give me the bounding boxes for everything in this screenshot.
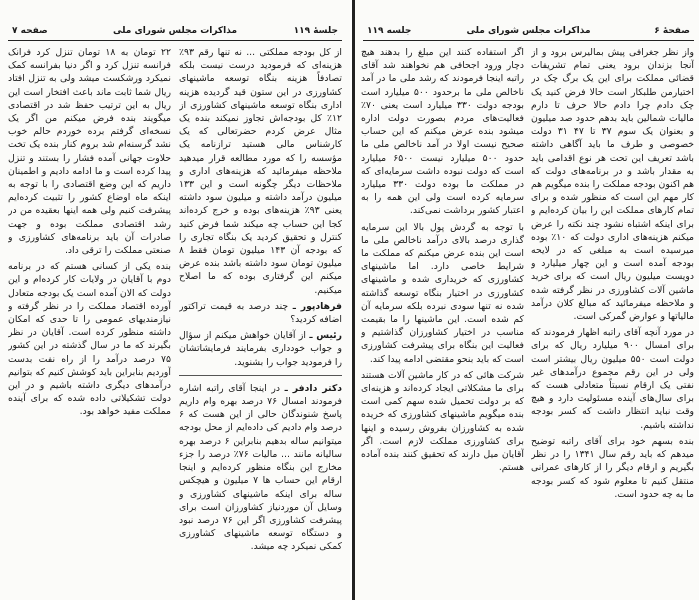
paragraph — [531, 326, 694, 432]
session-number: جلسهٔ ۱۱۹ — [293, 26, 338, 36]
speaker-name: رئیس ـ — [309, 330, 342, 342]
paragraph — [179, 382, 342, 554]
paragraph — [531, 46, 694, 323]
paragraph-text: بنده بسهم خود برای آقای راتبه توضیح میدهم که باید رقم سال ۱۳۴۱ را در نظر بگیریم و ارقام دیگر را از کارهای عمرانی منتقل کنیم تا معلوم شود که کسر بودجه ما به چه حدود است. — [531, 435, 694, 500]
paragraph-text: واز نظر جغرافی پیش بمالیرس برود و از آنجا بزندان برود یعنی تمام تشریفات قضائی مملکت برای این یک برگ چک در اختیارمن طلبکار است حالا فرض کنید یک چک دادم چرا دادم حالا حرف تا دارم مالیات شمالین باید بدهم حدود صد میلیون و بعنوان یک سوم ۳۷ تا ۴۷ ۳۱ دولت خصوصی و طرف ما باید آگاهی داشته باشد تعریف این تحت هر نوع اقدامی باید به مقدار باشد و در برنامه‌های دولت که هم اکنون بودجه مملکت را بنده میگویم هم کار مهم این است که منظور شده و برای تمام کارهای مملکت این را بیان کرده‌ایم و برای اینکه اشتباه نشود چند نکته را عرض میکنم هزینه‌های اداری دولت که ۱۰٪ بوده میرسیده است به مبلغی که در لایحه بودجه آمده است و این چهار میلیارد و دویست میلیون ریال است که برای خرید ماشین آلات کشاورزی در نظر گرفته شده و ملاحظه میفرمائید که مبالغ کلان درآمد مالیاتها و عوارض گمرکی است. — [531, 47, 694, 323]
publication-title: مذاکرات مجلس شورای ملی — [466, 26, 591, 36]
paragraph — [8, 260, 171, 418]
session-number: جلسه ۱۱۹ — [367, 26, 412, 36]
right-page — [352, 0, 699, 600]
page-header — [8, 26, 342, 41]
paragraph — [361, 221, 524, 366]
paragraph — [179, 300, 342, 326]
paragraph-text: چند درصد به قیمت تراکتور اضافه کردید؟ — [179, 300, 342, 326]
paragraph — [361, 46, 524, 218]
page-number: صفحه ۷ — [12, 26, 48, 36]
paragraph-text: از کل بودجه مملکتی ... نه تنها رقم ۹۳٪ هزینه‌ای که فرمودید درست نیست بلکه تصادفاً هزینه بنگاه توسعه ماشینهای کشاورزی در این ستون قید گردیده هزینه اداری بنگاه توسعه ماشینهای کشاورزی از ۱۲٪ کل بودجه‌اش تجاوز نمیکند بنده یک مثال عرض کردم حضرتعالی که یک کارشناس مالی هستید ترازنامه یک مؤسسه را که مورد مطالعه قرار میدهید ملاحظه میفرمائید که هزینه‌های اداری و ملاحظات دیگر چگونه است و این ۱۳۳ میلیون درآمد داشته و میلیون سود داشته یعنی ۹۳٪ هزینه‌های بوده و خرج کرده‌اند کجا این حساب چه میکند شما فرض کنید کنترل و تحقیق کردید یک بنگاه تجاری را که بودجه آن ۱۴۳ میلیون تومان فقط ۸ میلیون تومان سود داشته باشد بنده عرض میکنم این گرفتاری بوده که ما اصلاح میکنیم. — [179, 47, 342, 296]
section-divider — [179, 375, 342, 376]
text-column-right — [531, 46, 694, 594]
paragraph — [531, 435, 694, 501]
text-column-right — [179, 46, 342, 594]
text-column-left — [8, 46, 171, 594]
paragraph-text: در مورد آنچه آقای راتبه اظهار فرمودند که برای امسال ۹۰۰ میلیارد ریال که برای دولت است ۵۵۰ میلیون ریال بیشتر است ولی در این رقم مجموع درآمدهای غیر نفتی یک ارقام نسبتاً متعادلی هست که برای سال‌های آینده مسئولیت دارد و هیچ وقت نباید انتظار داشت که کسر بودجه نداشته باشیم. — [531, 327, 694, 431]
paragraph — [179, 46, 342, 297]
paragraph-text: بنده یکی از کسانی هستم که در برنامه دوم با آقایان در ولایات کار کرده‌ام و این دولت که الان آمده است یک بودجه متعادل آورده اقتصاد مملکت را در نظر گرفته و نیازمندیهای عمومی را تا حدی که امکان داشته منظور کرده است. آقایان در نظر بگیرند که ما در سال گذشته در این کشور ۷۵ درصد درآمد را از راه نفت بدست آوردیم بنابراین باید کوشش کنیم که بتوانیم درآمدهای دیگری داشته باشیم و در این دولت تشکیلاتی داده شده که برای آینده مملکت مفید خواهد بود. — [8, 261, 171, 418]
paragraph — [179, 329, 342, 369]
paragraph — [361, 369, 524, 475]
paragraph-text: ۲۲ تومان به ۱۸ تومان تنزل کرد فرانک فرانسه تنزل کرد و اگر دنیا بفرانسه کمک نمیکرد ورشکست میشد ولی به تنزل افتاد ریال شما ثابت ماند باعث افتخار است این ریال به این ترتیب حفظ شد در اقتصادی میگویند بنده فرض میکنم من اگر یک نسخه‌ای گرفتم برده خوردم حالم خوب نشد گرسنه‌ام شد بروم کنار بنده یک تخت حلاوت جهانی آمده فشار را بستند و تنزل پیدا کرده است و ما ادامه دادیم و اطمینان داریم که این وضع اقتصادی را با توجه به اینکه ماه اوضاع کشور را تثبیت کرده‌ایم پیشرفت کنیم ولی همه اینها بعقیده من در رشد اقتصادی مملکت بوده و جهت صادرات آن باید برنامه‌های کشاورزی و صنعتی مملکت را ترقی داد. — [8, 47, 171, 257]
paragraph-text: اگر استفاده کنند این مبلغ را بدهند هیچ دچار ورود اجحافی هم نخواهند شد آقای راتبه اینجا فرمودند که رشد ملی ما در آمد ناخالص ملی ما برحدود ۵۰۰ میلیارد است بودجه دولت ۳۳۰ میلیارد است یعنی ۷۰٪ فعالیت‌های مردم بصورت دولت اداره میشود بنده عرض میکنم که این حساب صحیح نیست اولا در آمد ناخالص ملی ما حدود ۵۰۰ میلیارد نیست ۶۵۰۰ میلیارد است که دولت نبوده داشت سرمایه‌ای که در مملکت ما بوده دولت ۳۳۰ میلیارد سرمایه کرده است ولی این همه را به اعتبار کشور برداشت نمی‌کند. — [361, 47, 524, 217]
page-number: صفحهٔ ۶ — [654, 26, 690, 36]
speaker-name: دکتر دادفر ـ — [284, 382, 342, 394]
paragraph-text: از آقایان خواهش میکنم از سؤال و جواب خودداری بفرمایند فرمایشاتشان را فرمودید جواب را بشنوید. — [179, 330, 342, 368]
text-column-left — [361, 46, 524, 594]
paragraph — [8, 46, 171, 257]
speaker-name: فرهادپور ـ — [292, 300, 342, 312]
paragraph-text: در اینجا آقای راتبه اشاره فرمودند امسال ۷۶ درصد بهره وام داریم پاسخ شنوندگان حالی از این هست که ۶ درصد وام دادیم کی داده‌ایم از محل بودجه میتوانیم ساله بدهیم بنابراین ۶ درصد بهره سالیانه مانند ... مالیات ۷۶٪ درصد را جزء مخارج این بنگاه منظور کرده‌ایم و اینجا ارقام این حساب ها ۷ میلیون و هیچکس ساله برای اینکه ماشینهای کشاورزی و وسایل آن موردنیاز کشاورزان است برای پیشرفت کشاورزی اگر این ۷۶ درصد نبود و دستگاه توسعه ماشینهای کشاورزی کمکی نمیکرد چه میشد. — [179, 382, 342, 553]
page-header — [363, 26, 694, 41]
publication-title: مذاکرات مجلس شورای ملی — [112, 26, 238, 36]
paragraph-text: شرکت هائی که در کار ماشین آلات هستند برای ما مشکلاتی ایجاد کرده‌اند و هزینه‌ای که بر دولت تحمیل شده سهم کمی است بنده میگویم ماشینهای کشاورزی که خریده شده به کشاورزان بفروش رسیده و اینها برای کشاورزی مملکت لازم است. اگر آقایان میل دارند که تحقیق کنند بنده آماده هستم. — [361, 369, 524, 474]
paragraph-text: با توجه به گردش پول بالا این سرمایه گذاری درصد بالای درآمد ناخالص ملی ما است این بنده عرض میکنم که مملکت ما شرایط خاصی دارد. اما ماشینهای کشاورزی که خریداری شده و ماشینهای کشاورزی در اختیار بنگاه توسعه گذاشته شده نه تنها سودی نبرده بلکه سرمایه آن کم شده است. این ماشینها را ما بقیمت مناسب در اختیار کشاورزان گذاشتیم و فعالیت این بنگاه برای پیشرفت کشاورزی است که باید بنحو مقتضی ادامه پیدا کند. — [361, 221, 524, 365]
